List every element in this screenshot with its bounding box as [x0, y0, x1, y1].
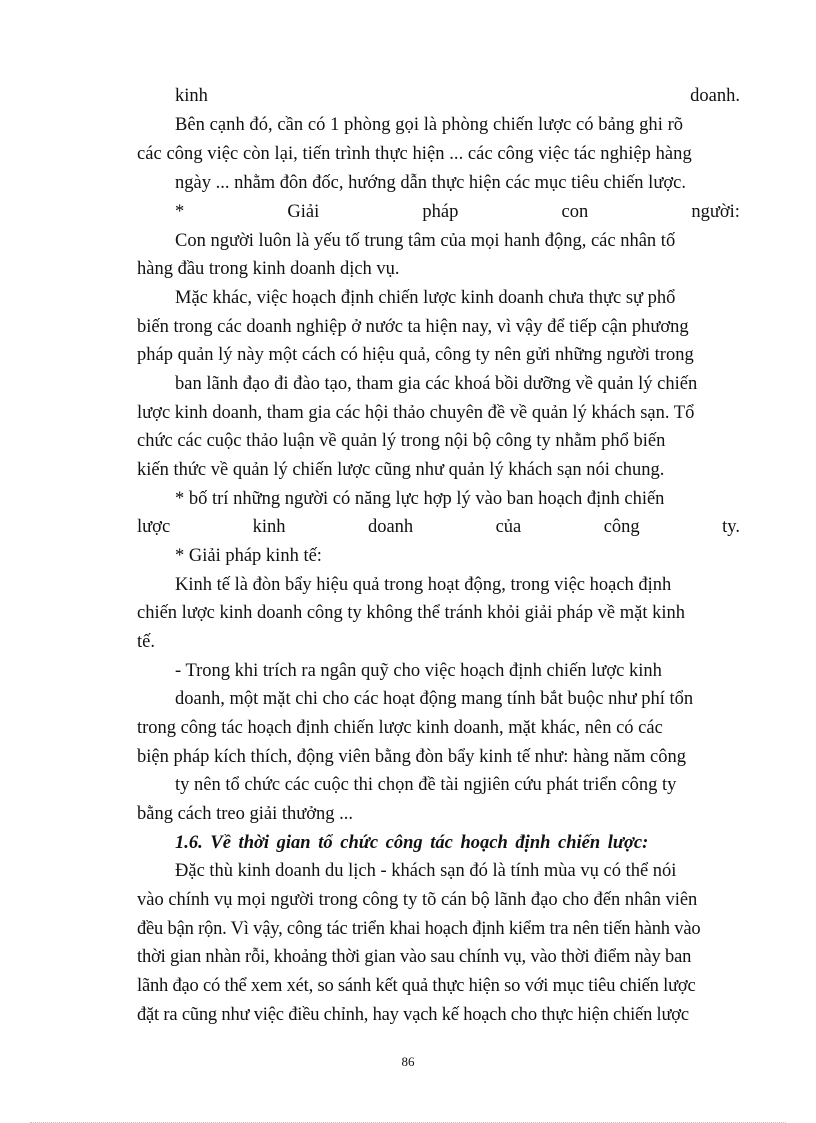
section-heading: 1.6. Về thời gian tổ chức công tác hoạch định chiến lược:	[175, 833, 649, 853]
text-line-33: đặt ra cũng như việc điều chỉnh, hay vạch kế hoạch cho thực hiện chiến lược	[137, 1005, 689, 1025]
text-line-26: bằng cách treo giải thưởng ...	[137, 804, 354, 824]
text-line-18: Kinh tế là đòn bẩy hiệu quả trong hoạt động, trong việc hoạch định	[175, 575, 672, 595]
word: ty.	[722, 517, 740, 537]
text-line-24: biện pháp kích thích, động viên bằng đòn bẩy kinh tế như: hàng năm công	[137, 747, 686, 767]
word: người:	[691, 202, 740, 222]
word: doanh.	[690, 86, 740, 106]
text-line-1	[175, 83, 740, 109]
word: pháp	[422, 202, 459, 222]
text-line-31: thời gian nhàn rỗi, khoảng thời gian vào sau chính vụ, vào thời điểm này ban	[137, 947, 692, 967]
text-line-10: pháp quản lý này một cách có hiệu quả, công ty nên gửi những người trong	[137, 345, 694, 365]
text-line-7: hàng đầu trong kinh doanh dịch vụ.	[137, 259, 400, 279]
page-number: 86	[401, 1054, 415, 1069]
text-line-23: trong công tác hoạch định chiến lược kinh doanh, mặt khác, nên có các	[137, 718, 663, 738]
text-line-15: * bố trí những người có năng lực hợp lý vào ban hoạch định chiến	[175, 489, 665, 509]
text-line-13: chức các cuộc thảo luận về quản lý trong nội bộ công ty nhằm phổ biến	[137, 431, 666, 451]
text-line-29: vào chính vụ mọi người trong công ty tõ cán bộ lãnh đạo cho đến nhân viên	[137, 890, 698, 910]
text-line-17: * Giải pháp kinh tế:	[175, 546, 322, 566]
word: *	[175, 202, 185, 222]
word: kinh	[175, 86, 208, 106]
text-line-2: Bên cạnh đó, cần có 1 phòng gọi là phòng chiến lược có bảng ghi rõ	[175, 115, 684, 135]
word: của	[495, 517, 522, 537]
text-line-30: đều bận rộn. Vì vậy, công tác triển khai hoạch định kiểm tra nên tiến hành vào	[137, 919, 701, 939]
text-line-3: các công việc còn lại, tiến trình thực hiện ... các công việc tác nghiệp hàng	[137, 144, 692, 164]
text-line-21: - Trong khi trích ra ngân quỹ cho việc hoạch định chiến lược kinh	[175, 661, 662, 681]
text-line-20: tế.	[137, 632, 155, 652]
word: doanh	[367, 517, 414, 537]
text-line-22: doanh, một mặt chi cho các hoạt động mang tính bắt buộc như phí tổn	[175, 689, 694, 709]
text-line-8: Mặc khác, việc hoạch định chiến lược kinh doanh chưa thực sự phổ	[175, 288, 676, 308]
word: kinh	[252, 517, 286, 537]
text-line-19: chiến lược kinh doanh công ty không thể tránh khỏi giải pháp về mặt kinh	[137, 603, 685, 623]
text-line-12: lược kinh doanh, tham gia các hội thảo chuyên đề về quản lý khách sạn. Tổ	[137, 403, 695, 423]
text-line-5	[175, 199, 740, 225]
text-line-9: biến trong các doanh nghiệp ở nước ta hiện nay, vì vậy để tiếp cận phương	[137, 317, 689, 337]
text-line-28: Đặc thù kinh doanh du lịch - khách sạn đó là tính mùa vụ có thể nói	[175, 861, 677, 881]
word: công	[603, 517, 640, 537]
text-line-14: kiến thức về quản lý chiến lược cũng như quản lý khách sạn nói chung.	[137, 460, 665, 480]
text-line-16	[137, 514, 740, 540]
text-line-11: ban lãnh đạo đi đào tạo, tham gia các khoá bồi dưỡng về quản lý chiến	[175, 374, 698, 394]
word: con	[561, 202, 589, 222]
text-line-32: lãnh đạo có thể xem xét, so sánh kết quả thực hiện so với mục tiêu chiến lược	[137, 976, 696, 996]
word: Giải	[287, 202, 320, 222]
word: lược	[137, 517, 171, 537]
text-line-25: ty nên tổ chức các cuộc thi chọn đề tài ngjiên cứu phát triển công ty	[175, 775, 677, 795]
text-line-4: ngày ... nhằm đôn đốc, hướng dẫn thực hiện các mục tiêu chiến lược.	[175, 173, 686, 193]
text-line-6: Con người luôn là yếu tố trung tâm của mọi hanh động, các nhân tố	[175, 231, 676, 251]
